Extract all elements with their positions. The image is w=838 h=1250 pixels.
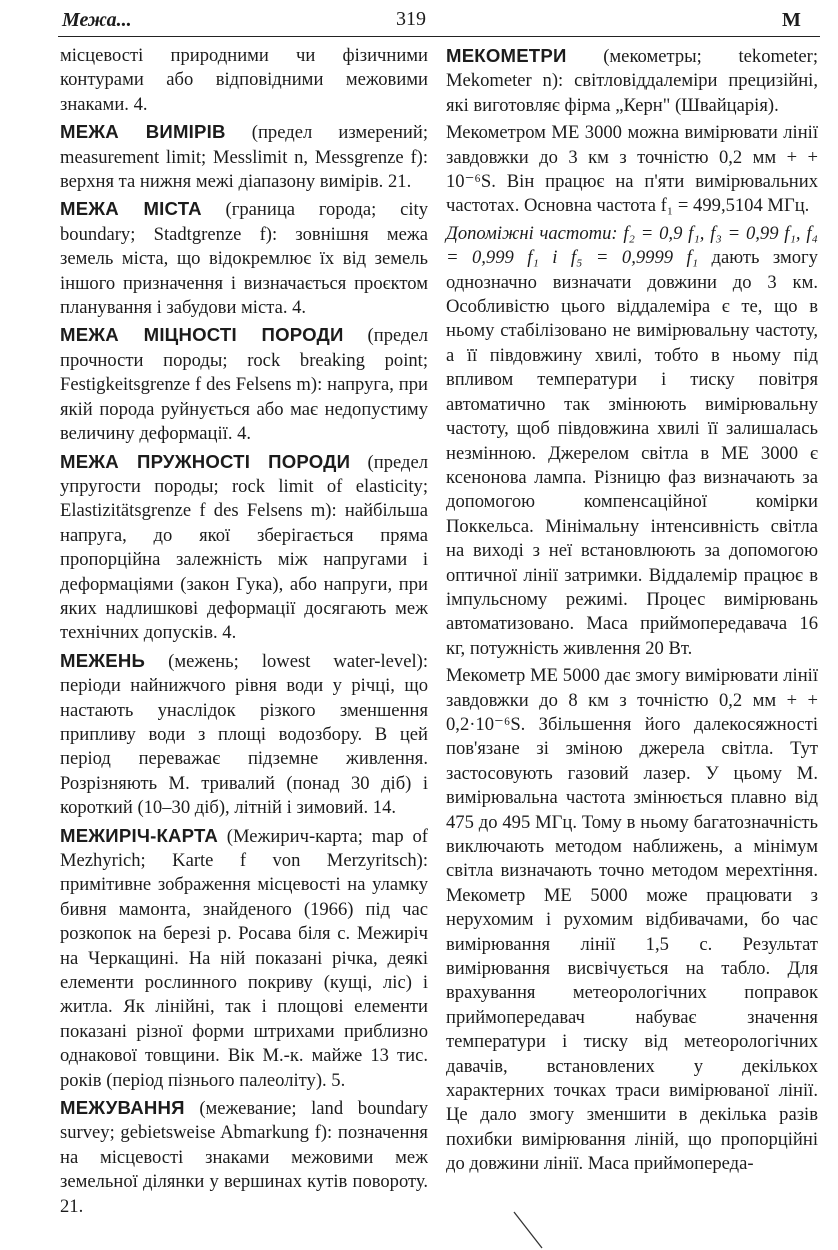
entry-text: місцевості природними чи фізичними контурами або відповідними межовими знаками. 4. (60, 45, 428, 115)
entry-text: (предел упругости породы; rock limit of elasticity; Elastizitätsgrenze f des Felsens m): найбільша напруга, до якої зберігається пряма пропорційна залежність між напругами і деформаціями (закон Гука), або напруги, при яких надлишкові деформації досягають меж технічних допусків. 4. (60, 451, 428, 644)
entry-text: (граница города; city boundary; Stadtgrenze f): зовнішня межа земель міста, що відокремлює їх від земель іншого призначення і визначається проєктом планування і забудови міста. 4. (60, 199, 428, 319)
entry-mezhuvannia (60, 1096, 428, 1219)
paragraph-frequencies (446, 222, 818, 661)
entry-mezha-vymiriv (60, 120, 428, 194)
paragraph-me3000: Мекометром ME 3000 можна вимірювати лінії завдовжки до 3 км з точністю 0,2 мм + + 10⁻⁶S. Він працює на п'яти вимірювальних частотах. Основна частота f₁ = 499,5104 МГц. (446, 122, 818, 217)
entry-mekometry (446, 44, 818, 118)
entry-text: (предел прочности породы; rock breaking point; Festigkeitsgrenze f des Felsens m): напруга, при якій порода руйнується або має недопустиму величину деформації. 4. (60, 325, 428, 445)
entry-mezha-mitsnosti-porody (60, 323, 428, 446)
entry-headword: МЕЖА ВИМІРІВ (60, 121, 226, 143)
entry-headword: МЕЖА МІСТА (60, 198, 202, 220)
entry-headword: МЕЖУВАННЯ (60, 1097, 185, 1119)
entry-text: (Межирич-карта; map of Mezhyrich; Karte f von Merzyritsch): примітивне зображення місцевості на уламку бивня мамонта, знайденого (1966) під час розкопок на березі р. Росава біля с. Межиріч на Черкащині. На ній показані річка, деякі елементи рослинного покриву (кущі, ліс) і житла. Як лінійні, так і площові елементи показані різної форми штрихами приблизно однакової товщини. Вік М.-к. майже 13 тис. років (період пізнього палеоліту). 5. (60, 825, 428, 1091)
entry-text: (мекометры; tekometer; Mekometer n): світловіддалеміри прецизійні, які виготовляє фірма „Керн" (Швайцарія). (446, 46, 818, 116)
paragraph-text: дають змогу однозначно визначати довжини до 3 км. Особливістю цього віддалеміра є те, що в ньому стабілізовано не вимірювальну частоту, а її півдовжину хвилі, тобто в ньому під впливом температури і тиску повітря автоматично так змінюють вимірювальну частоту, щоб півдовжина хвилі її залишалась незмінною. Джерелом світла в ME 3000 є ксенонова лампа. Різницю фаз визначають за допомогою компенсаційної комірки Поккельса. Мінімальну інтенсивність світла на виході з неї встановлюють за допомогою оптичної лінії затримки. Віддалемір працює в імпульсному режимі. Процес вимірювань автоматизовано. Маса приймопередавача 16 кг, потужність живлення 20 Вт. (446, 247, 818, 659)
entry-headword: МЕЖА МІЦНОСТІ ПОРОДИ (60, 324, 344, 346)
entry-text: (предел измерений; measurement limit; Messlimit n, Messgrenze f): верхня та нижня межі діапазону вимірів. 21. (60, 122, 428, 193)
entry-mezhyrich-karta (60, 824, 428, 1093)
page-header (0, 0, 838, 36)
entry-text: (межевание; land boundary survey; gebietsweise Abmarkung f): позначення на місцевості знаками межовими меж земельної ділянки у вершинах кутів повороту. 21. (60, 1098, 428, 1217)
right-column (446, 44, 818, 1180)
page-number: 319 (396, 8, 426, 30)
entry-mezha-mista (60, 197, 428, 320)
running-head: Межа... (62, 9, 132, 31)
entry-continuation (60, 44, 428, 117)
section-letter: М (782, 9, 801, 31)
paragraph-me5000: Мекометр ME 5000 дає змогу вимірювати лінії завдовжки до 8 км з точністю 0,2 мм + + 0,2·10⁻⁶S. Збільшення його далекосяжності пов'язане зі зміною джерела світла. Тут застосовують газовий лазер. У цьому М. вимірювальна частота змінюється плавно від 475 до 495 МГц. Тому в ньому багатозначність виключають методом наближень, а мінімум світла визначають точно методом мерехтіння. Мекометр ME 5000 може працювати з нерухомим і рухомим відбивачами, бо час вимірювання лінії 1,5 с. Результат вимірювання висвічується на табло. Для врахування метеорологічних поправок приймопередавач набуває значення температури і тиску від метеорологічних давачів, встановлених у декількох характерних точках траси вимірюваної лінії. Це дало змогу зменшити в декілька разів похибки вимірювання ліній, що пропорційні до довжини лінії. Маса приймопереда- (446, 665, 818, 1175)
entry-headword: МЕЖИРІЧ-КАРТА (60, 824, 219, 846)
entry-mezha-pruzhnosti-porody (60, 450, 428, 646)
entry-headword: МЕЖА ПРУЖНОСТІ ПОРОДИ (60, 450, 351, 472)
frequency-formula: Допоміжні частоти: f₂ = 0,9 f₁, f₃ = 0,99 f₁, f₄ = 0,999 f₁ і f₅ = 0,9999 f₁ (446, 222, 818, 269)
left-column (60, 44, 428, 1222)
entry-text: (межень; lowest water-level): періоди найнижчого рівня води у річці, що настають унаслідок різкого зменшення припливу води з площі водозбору. В цей період переважає підземне живлення. Розрізняють М. тривалий (понад 30 діб) і короткий (10–30 діб), літній і зимовий. 14. (60, 650, 428, 819)
entry-headword: МЕЖЕНЬ (60, 649, 146, 671)
entry-mezhen (60, 649, 428, 821)
entry-headword: МЕКОМЕТРИ (446, 45, 567, 66)
pen-mark (508, 1210, 548, 1250)
header-rule (58, 36, 820, 37)
